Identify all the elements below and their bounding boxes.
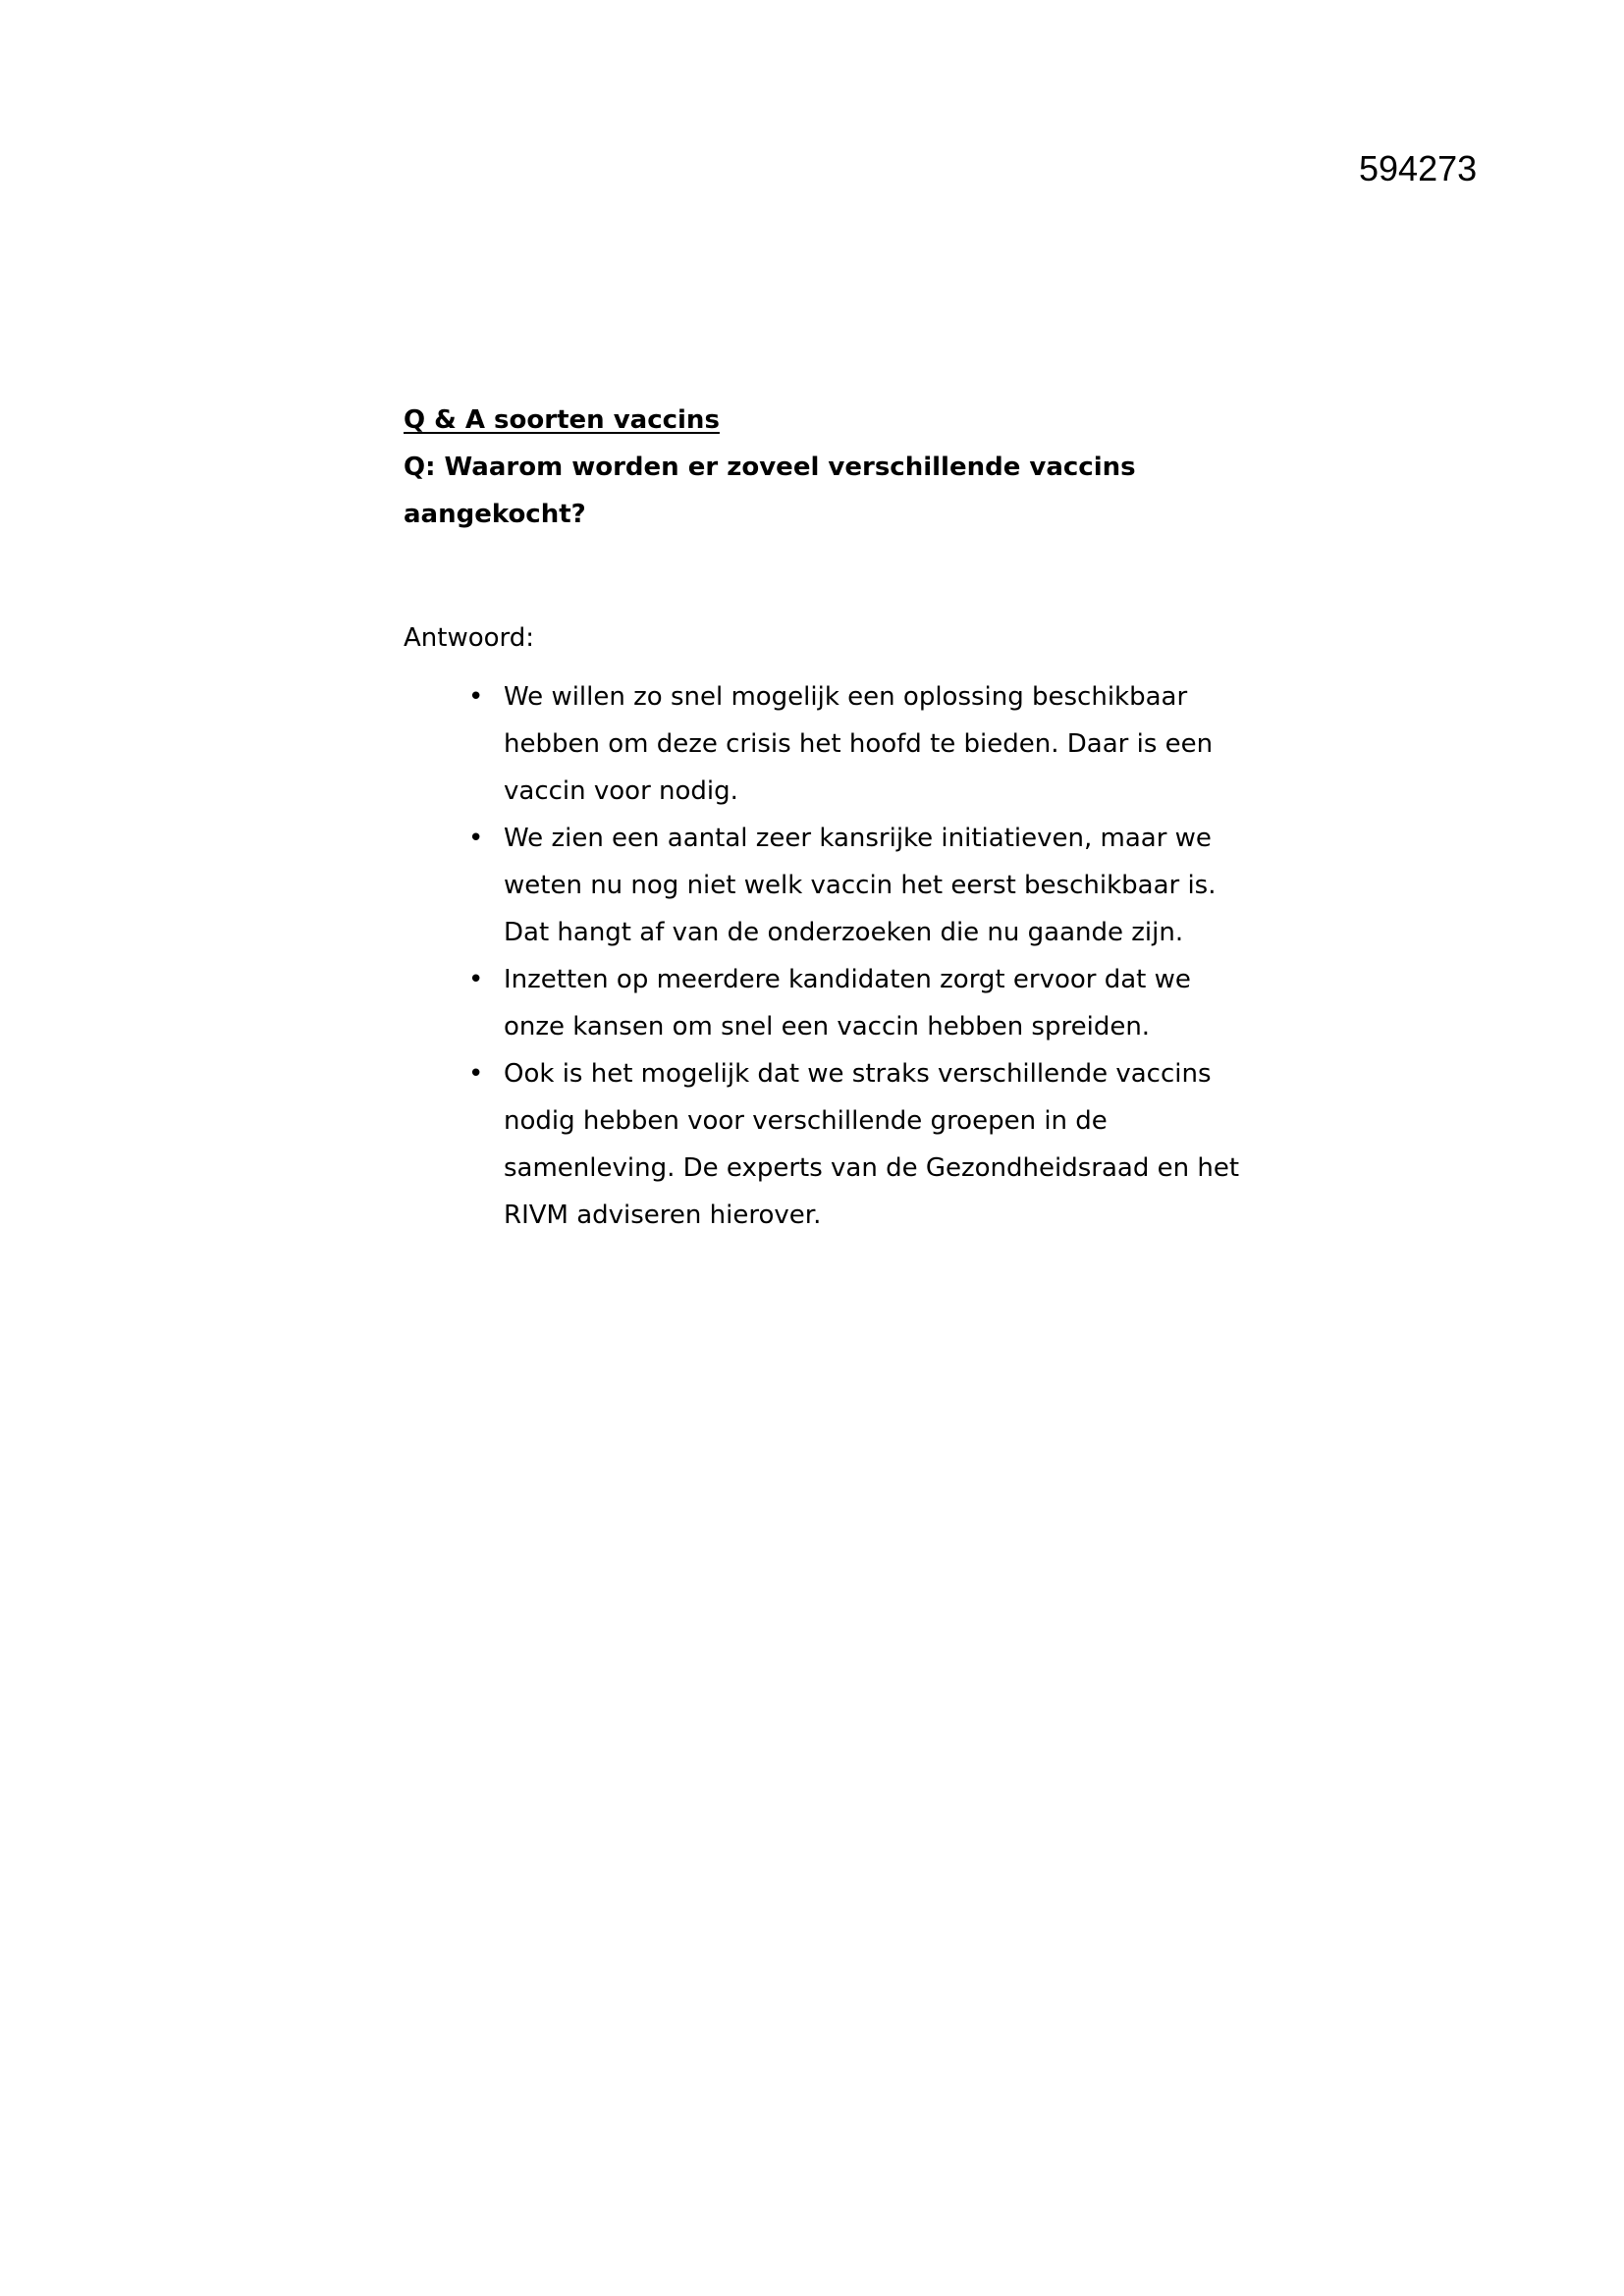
answer-list — [404, 673, 1268, 1239]
bullet-icon: • — [468, 682, 484, 712]
answer-item-text: We willen zo snel mogelijk een oplossing beschikbaar hebben om deze crisis het hoofd te bieden. Daar is een vaccin voor nodig. — [504, 682, 1214, 806]
answer-item — [404, 1050, 1260, 1239]
bullet-icon: • — [468, 1059, 484, 1089]
question-text: Q: Waarom worden er zoveel verschillende vaccins aangekocht? — [404, 453, 1136, 529]
bullet-icon: • — [468, 824, 484, 853]
qa-heading: Q & A soorten vaccins — [404, 405, 720, 435]
answer-item-text: Inzetten op meerdere kandidaten zorgt ervoor dat we onze kansen om snel een vaccin hebben spreiden. — [504, 965, 1191, 1041]
bullet-icon: • — [468, 965, 484, 994]
answer-item — [404, 956, 1260, 1050]
answer-item-text: We zien een aantal zeer kansrijke initiatieven, maar we weten nu nog niet welk vaccin het eerst beschikbaar is. Dat hangt af van de onderzoeken die nu gaande zijn. — [504, 824, 1217, 947]
answer-item — [404, 673, 1260, 815]
answer-item-text: Ook is het mogelijk dat we straks verschillende vaccins nodig hebben voor verschillende groepen in de samenleving. De experts van de Gezondheidsraad en het RIVM adviseren hierover. — [504, 1059, 1240, 1230]
answer-label: Antwoord: — [404, 623, 535, 653]
qa-content — [404, 397, 1268, 1239]
document-number: 594273 — [1359, 148, 1478, 188]
answer-item — [404, 815, 1260, 956]
